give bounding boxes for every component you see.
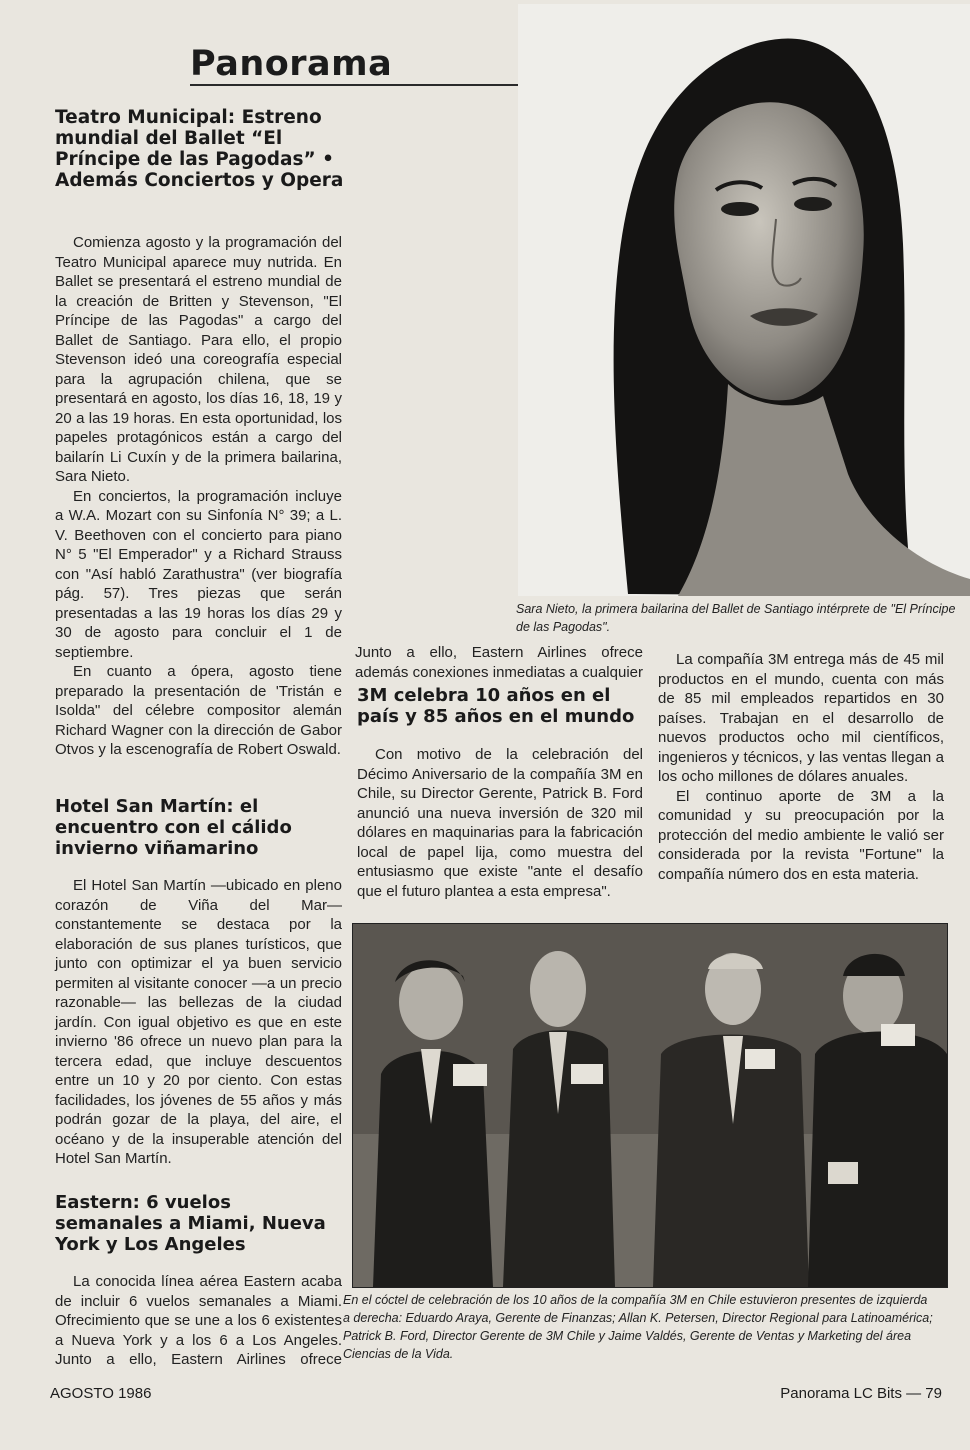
paragraph: Comienza agosto y la programación del Teatro Municipal aparece muy nutrida. En Ballet se presentará el estreno mundial de la creación de Britten y Stevenson, "El Príncipe de las Pagodas" a cargo del Ballet de Santiago. Para ello, el propio Stevenson ideó una coreografía especial para la agrupación chilena, que se presentará en agosto, los días 16, 18, 19 y 20 a las 19 horas. En esta oportunidad, los papeles protagónicos están a cargo del bailarín Li Cuxín y de la primera bailarina, Sara Nieto. (55, 234, 342, 485)
paragraph: Junto a ello, Eastern Airlines ofrece además conexiones inmediatas a cualquier (355, 644, 643, 681)
paragraph: El continuo aporte de 3M a la comunidad y su preocupación por la protección del medio ambiente le valió ser considerada por la revista "Fortune" la compañía número dos en esta materia. (658, 787, 944, 883)
section-title: Panorama (190, 44, 393, 84)
article-body-3m-col2 (357, 745, 643, 901)
group-photo (352, 923, 948, 1288)
group-caption: En el cóctel de celebración de los 10 años de la compañía 3M en Chile estuvieron presentes de izquierda a derecha: Eduardo Araya, Gerente de Finanzas; Allan K. Petersen, Director Regional para Latinoamérica; Patrick B. Ford, Director Gerente de 3M Chile y Jaime Valdés, Gerente de Ventas y Marketing del área Ciencias de la Vida. (343, 1293, 933, 1361)
paragraph: En conciertos, la programación incluye a W.A. Mozart con su Sinfonía N° 39; a L. V. Beethoven con el concierto para piano N° 5 "El Emperador" y a Richard Strauss con "Así habló Zarathustra" (ver biografía pág. 57). Tres piezas que serán presentadas a las 19 horas los días 29 y 30 de agosto para concluir el 1 de septiembre. (55, 487, 342, 661)
paragraph: La compañía 3M entrega más de 45 mil productos en el mundo, cuenta con más de 85 mil empleados repartidos en 30 países. Trabajan en el desarrollo de nuevos productos ocho mil científicos, ingenieros y técnicos, y las ventas llegan a los ocho millones de dólares anuales. (658, 651, 944, 785)
article-body-3m-col3 (658, 650, 944, 884)
title-rule (190, 84, 520, 86)
article-headline-teatro: Teatro Municipal: Estreno mundial del Ballet “El Príncipe de las Pagodas” • Además Conciertos y Opera (55, 107, 344, 191)
paragraph: En cuanto a ópera, agosto tiene preparado la presentación de 'Tristán e Isolda" del célebre compositor alemán Richard Wagner con la dirección de Gabor Otvos y la escenografía de Robert Oswald. (55, 663, 342, 758)
footer-page: Panorama LC Bits — 79 (780, 1385, 942, 1402)
paragraph: El Hotel San Martín —ubicado en pleno corazón de Viña del Mar— constantemente se destaca por la elaboración de sus planes turísticos, que junto con optimizar el ya buen servicio permiten al visitante conocer —a un precio razonable— las bellezas de la ciudad jardín. Con igual objetivo es que en este invierno '86 ofrece un nuevo plan para la tercera edad, que incluye descuentos entre un 10 y 20 por ciento. Con estas facilidades, los jóvenes de 55 años y más podrán gozar de la playa, del aire, el océano y de la insuperable atención del Hotel San Martín. (55, 877, 342, 1167)
group-image (353, 924, 947, 1287)
portrait-caption: Sara Nieto, la primera bailarina del Ballet de Santiago intérprete de "El Príncipe de las Pagodas". (516, 602, 956, 634)
paragraph: La conocida línea aérea Eastern acaba de incluir 6 vuelos semanales a Miami. Ofrecimiento que se une a los 6 existentes a Nueva York y a los 6 a Los Angeles. Junto a ello, Eastern Airlines ofrece (55, 1273, 342, 1368)
footer-date: AGOSTO 1986 (50, 1385, 152, 1402)
article-body-hotel (55, 876, 342, 1169)
portrait-photo (518, 4, 970, 596)
article-body-eastern (55, 1272, 342, 1370)
article-headline-3m: 3M celebra 10 años en el país y 85 años en el mundo (357, 685, 635, 727)
portrait-image (518, 4, 970, 596)
article-body-eastern-continued (355, 643, 643, 683)
paragraph: Con motivo de la celebración del Décimo Aniversario de la compañía 3M en Chile, su Director Gerente, Patrick B. Ford anunció una nueva inversión de 320 mil dólares en maquinarias para la fabricación local de papel lija, como muestra del entusiasmo que existe "ante el desafío que el futuro plantea a esta empresa". (357, 746, 643, 900)
article-headline-eastern: Eastern: 6 vuelos semanales a Miami, Nueva York y Los Angeles (55, 1192, 326, 1255)
article-headline-hotel: Hotel San Martín: el encuentro con el cálido invierno viñamarino (55, 796, 292, 859)
article-body-teatro (55, 233, 342, 760)
